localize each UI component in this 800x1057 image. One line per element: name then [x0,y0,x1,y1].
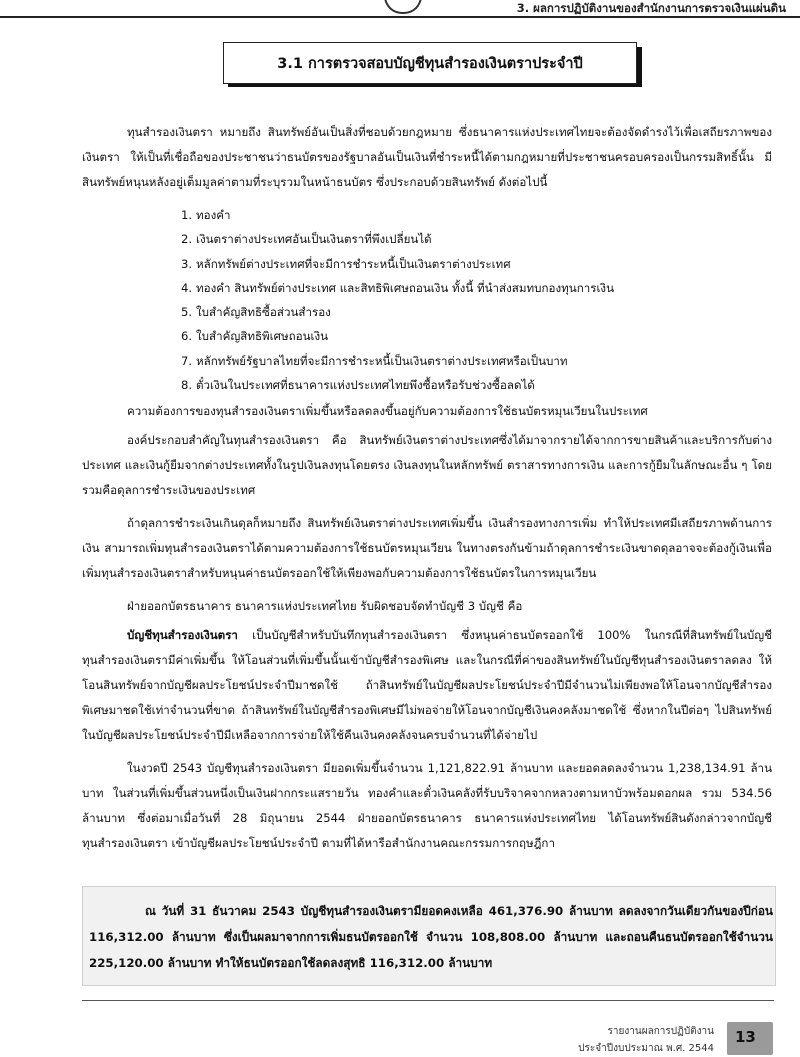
paragraph-demand: ความต้องการของทุนสำรองเงินตราเพิ่มขึ้นหรือลดลงขึ้นอยู่กับความต้องการใช้ธนบัตรหมุนเวียนในประเทศ [127,404,648,419]
title-box [223,42,637,84]
paragraph-fiscal-year: ในงวดปี 2543 บัญชีทุนสำรองเงินตรา มียอดเพิ่มขึ้นจำนวน 1,121,822.91 ล้านบาท และยอดลดลงจำนวน 1,238,134.91 ล้านบาท ในส่วนที่เพิ่มขึ้นส่วนหนึ่งเป็นเงินฝากกระแสรายวัน ทองคำและตั๋วเงินคลังที่รับบริจาคจากหลวงตามหาบัวพร้อมดอกผล รวม 534.56 ล้านบาท ซึ่งต่อมาเมื่อวันที่ 28 มิถุนายน 2544 ฝ่ายออกบัตรธนาคาร ธนาคารแห่งประเทศไทย ได้โอนทรัพย์สินดังกล่าวจากบัญชีทุนสำรองเงินตรา เข้าบัญชีผลประโยชน์ประจำปี ตามที่ได้หารือสำนักงานคณะกรรมการกฤษฎีกา [82,761,772,851]
paragraph-balance: ถ้าดุลการชำระเงินเกินดุลก็หมายถึง สินทรัพย์เงินตราต่างประเทศเพิ่มขึ้น เงินสำรองทางการเพิ่ม ทำให้ประเทศมีเสถียรภาพด้านการเงิน สามารถเพิ่มทุนสำรองเงินตราได้ตามความต้องการใช้ธนบัตรหมุนเวียน ในทางตรงกันข้ามถ้าดุลการชำระเงินขาดดุลอาจจะต้องกู้เงินเพื่อเพิ่มทุนสำรองเงินตราสำหรับหนุนค่าธนบัตรออกใช้ให้เพียงพอกับความต้องการใช้ธนบัตรในการหมุนเวียน [82,516,772,581]
paragraph-intro: ทุนสำรองเงินตรา หมายถึง สินทรัพย์อันเป็นสิ่งที่ชอบด้วยกฎหมาย ซึ่งธนาคารแห่งประเทศไทยจะต้องจัดดำรงไว้เพื่อเสถียรภาพของเงินตรา ให้เป็นที่เชื่อถือของประชาชนว่าธนบัตรของรัฐบาลอันเป็นเงินที่ชำระหนี้ได้ตามกฎหมายที่ประชาชนครอบครองเป็นกรรมสิทธิ์นั้น มีสินทรัพย์หนุนหลังอยู่เต็มมูลค่าตามที่ระบุรวมในหน้าธนบัตร ซึ่งประกอบด้วยสินทรัพย์ ดังต่อไปนี้ [82,125,772,189]
asset-list [82,203,772,397]
page-number: 13 [735,1028,756,1046]
main-content [82,120,772,864]
header-section-title: 3. ผลการปฏิบัติงานของสำนักงานการตรวจเงินแผ่นดิน [516,1,786,15]
summary-text: ณ วันที่ 31 ธันวาคม 2543 บัญชีทุนสำรองเงินตรามียอดคงเหลือ 461,376.90 ล้านบาท ลดลงจากวันเดียวกันของปีก่อน 116,312.00 ล้านบาท ซึ่งเป็นผลมาจากการเพิ่มธนบัตรออกใช้ จำนวน 108,808.00 ล้านบาท และถอนคืนธนบัตรออกใช้จำนวน 225,120.00 ล้านบาท ทำให้ธนบัตรออกใช้ลดลงสุทธิ 116,312.00 ล้านบาท [89,904,773,970]
list-item: 3. หลักทรัพย์ต่างประเทศที่จะมีการชำระหนี้เป็นเงินตราต่างประเทศ [181,256,511,271]
account-term: บัญชีทุนสำรองเงินตรา [127,628,238,643]
list-item: 2. เงินตราต่างประเทศอันเป็นเงินตราที่พึงเปลี่ยนได้ [181,232,432,247]
list-item: 1. ทองคำ [181,208,231,222]
list-item: 4. ทองคำ สินทรัพย์ต่างประเทศ และสิทธิพิเศษถอนเงิน ทั้งนี้ ที่นำส่งสมทบกองทุนการเงิน [181,280,615,295]
page-title: 3.1 การตรวจสอบบัญชีทุนสำรองเงินตราประจำปี [277,55,583,72]
list-item: 5. ใบสำคัญสิทธิซื้อส่วนสำรอง [181,305,331,320]
paragraph-department: ฝ่ายออกบัตรธนาคาร ธนาคารแห่งประเทศไทย รับผิดชอบจัดทำบัญชี 3 บัญชี คือ [127,599,523,614]
emblem-icon [384,0,422,14]
footer-line1: รายงานผลการปฏิบัติงาน [607,1026,714,1037]
list-item: 6. ใบสำคัญสิทธิพิเศษถอนเงิน [181,329,329,344]
footer-caption [578,1023,714,1057]
paragraph-components: องค์ประกอบสำคัญในทุนสำรองเงินตรา คือ สินทรัพย์เงินตราต่างประเทศซึ่งได้มาจากรายได้จากการขายสินค้าและบริการกับต่างประเทศ และเงินกู้ยืมจากต่างประเทศทั้งในรูปเงินลงทุนโดยตรง เงินลงทุนในหลักทรัพย์ ตราสารทางการเงิน และการกู้ยืมในลักษณะอื่น ๆ โดยรวมคือดุลการชำระเงินของประเทศ [82,433,772,498]
footer-line2: ประจำปีงบประมาณ พ.ศ. 2544 [578,1043,714,1054]
paragraph-account [82,623,772,748]
account-body: เป็นบัญชีสำหรับบันทึกทุนสำรองเงินตรา ซึ่งหนุนค่าธนบัตรออกใช้ 100% ในกรณีที่สินทรัพย์ในบัญชีทุนสำรองเงินตรามีค่าเพิ่มขึ้น ให้โอนส่วนที่เพิ่มขึ้นนั้นเข้าบัญชีสำรองพิเศษ และในกรณีที่ค่าของสินทรัพย์ในบัญชีทุนสำรองเงินตราลดลง ให้โอนสินทรัพย์จากบัญชีผลประโยชน์ประจำปีมาชดใช้ ถ้าสินทรัพย์ในบัญชีผลประโยชน์ประจำปีมีจำนวนไม่เพียงพอให้โอนจากบัญชีสำรองพิเศษมาชดใช้เท่าจำนวนที่ขาด ถ้าสินทรัพย์ในบัญชีสำรองพิเศษมีไม่พอจ่ายให้โอนจากบัญชีเงินคงคลังมาชดใช้ ซึ่งหากในปีต่อๆ ไปสินทรัพย์ในบัญชีผลประโยชน์ประจำปีมีเหลือจากการจ่ายให้ใช้คืนเงินคงคลังจนครบจำนวนที่ได้จ่ายไป [82,628,772,743]
bottom-rule [82,1000,774,1001]
list-item: 8. ตั๋วเงินในประเทศที่ธนาคารแห่งประเทศไทยพึงซื้อหรือรับช่วงซื้อลดได้ [181,378,535,393]
list-item: 7. หลักทรัพย์รัฐบาลไทยที่จะมีการชำระหนี้เป็นเงินตราต่างประเทศหรือเป็นบาท [181,353,568,368]
